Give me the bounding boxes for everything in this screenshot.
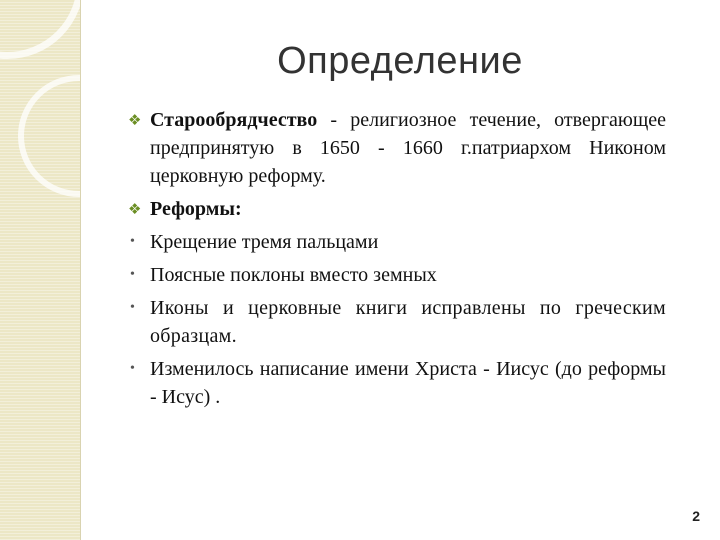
reform-text: Поясные поклоны вместо земных: [150, 264, 437, 286]
decorative-ring: [18, 75, 80, 197]
side-divider: [80, 0, 81, 540]
reform-text: Изменилось написание имени Христа - Иисус (до реформы - Исус) .: [150, 358, 666, 408]
bullet-item-reforms-heading: [150, 195, 666, 223]
definition-text: - религиозное течение, отвергающее предпринятую в 1650 - 1660 г.патриархом Никоном церковную реформу.: [150, 109, 666, 187]
bullet-list: [150, 106, 666, 416]
bullet-item-reform: [150, 355, 666, 411]
reform-text: Крещение тремя пальцами: [150, 231, 379, 253]
reform-text: Иконы и церковные книги исправлены по греческим образцам.: [150, 297, 666, 347]
decorative-ring: [0, 0, 80, 59]
term-old-believers: Старообрядчество: [150, 109, 318, 131]
page-number: 2: [692, 508, 700, 524]
bullet-item-reform: [150, 261, 666, 289]
bullet-item-reform: [150, 228, 666, 256]
bullet-item-reform: [150, 294, 666, 350]
slide-title: Определение: [277, 40, 523, 82]
bullet-item-definition: [150, 106, 666, 190]
decorative-side-strip: [0, 0, 80, 540]
reforms-heading: Реформы:: [150, 198, 242, 220]
